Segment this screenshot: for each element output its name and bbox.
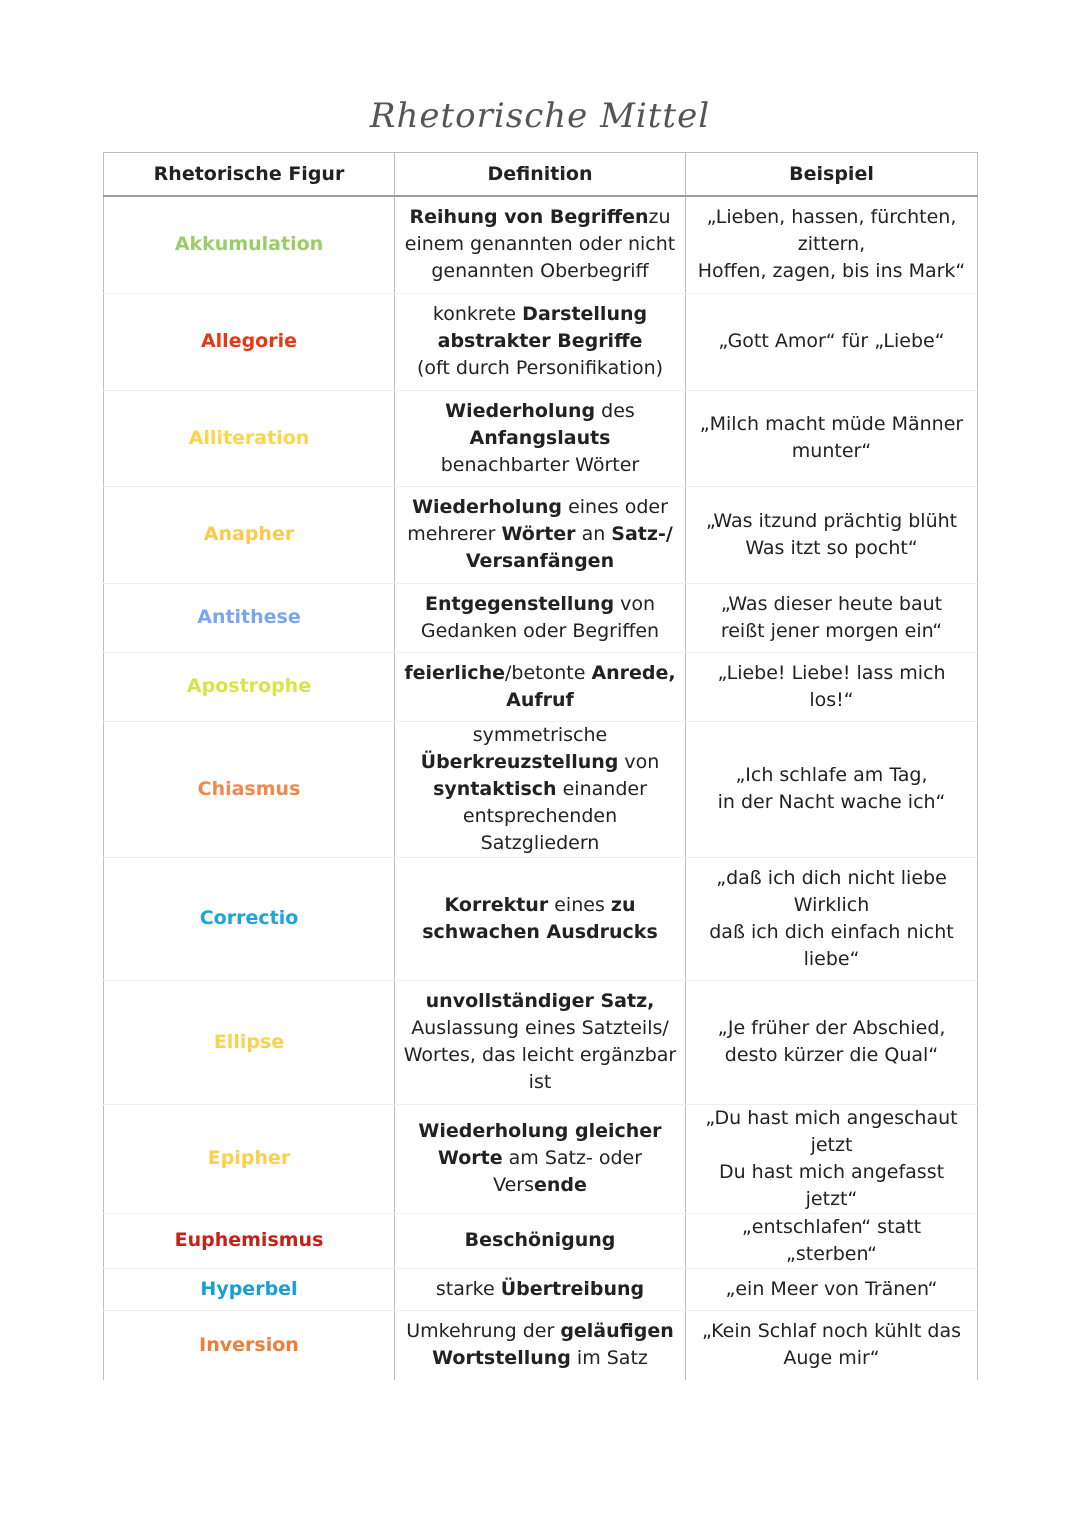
figure-definition <box>395 652 686 721</box>
table-row <box>104 583 978 652</box>
definition-keyword: Korrektur <box>444 893 549 916</box>
definition-keyword: Satz-/ Versanfängen <box>465 523 673 572</box>
definition-keyword: ende <box>534 1174 587 1196</box>
table-row <box>104 293 978 390</box>
figure-definition <box>395 980 686 1104</box>
figure-example: „entschlafen“ statt „sterben“ <box>686 1213 978 1268</box>
figure-example: „daß ich dich nicht liebe Wirklich daß ich dich einfach nicht liebe“ <box>686 857 978 980</box>
definition-text: Auslassung eines Satzteils/ Wortes, das leicht ergänzbar ist <box>403 1017 677 1093</box>
figure-name: Ellipse <box>104 980 395 1104</box>
figure-name: Allegorie <box>104 293 395 390</box>
table-row <box>104 1104 978 1213</box>
rhetoric-table <box>103 152 978 1380</box>
table-row <box>104 1213 978 1268</box>
table-body <box>104 196 978 1380</box>
figure-definition <box>395 1268 686 1310</box>
figure-name: Chiasmus <box>104 721 395 857</box>
definition-text: von Gedanken oder Begriffen <box>420 592 660 642</box>
figure-definition <box>395 486 686 583</box>
figure-name: Alliteration <box>104 390 395 486</box>
header-figure: Rhetorische Figur <box>104 153 395 197</box>
table-row <box>104 857 978 980</box>
figure-definition <box>395 196 686 293</box>
definition-keyword: Reihung von Begriffen <box>409 206 649 229</box>
figure-name: Anapher <box>104 486 395 583</box>
table-row <box>104 1268 978 1310</box>
definition-keyword: Anrede, Aufruf <box>506 661 676 711</box>
figure-example: „Kein Schlaf noch kühlt das Auge mir“ <box>686 1310 978 1380</box>
definition-keyword: Wörter <box>501 523 576 545</box>
definition-text: Umkehrung der <box>406 1320 561 1343</box>
figure-name: Hyperbel <box>104 1268 395 1310</box>
definition-text: eines oder mehrerer <box>407 496 668 545</box>
table-row <box>104 390 978 486</box>
table-row <box>104 980 978 1104</box>
figure-name: Inversion <box>104 1310 395 1380</box>
figure-example: „Milch macht müde Männer munter“ <box>686 390 978 486</box>
figure-name: Euphemismus <box>104 1213 395 1268</box>
definition-keyword: unvollständiger Satz, <box>425 990 655 1012</box>
definition-text: einander entsprechenden Satzgliedern <box>462 777 647 854</box>
figure-example: „Gott Amor“ für „Liebe“ <box>686 293 978 390</box>
table-row <box>104 1310 978 1380</box>
definition-text: am Satz- oder Vers <box>493 1147 643 1196</box>
figure-name: Antithese <box>104 583 395 652</box>
figure-definition <box>395 390 686 486</box>
definition-keyword: Überkreuzstellung <box>420 750 619 773</box>
table-row <box>104 196 978 293</box>
table-row <box>104 721 978 857</box>
figure-example: „Ich schlafe am Tag, in der Nacht wache ich“ <box>686 721 978 857</box>
definition-keyword: Beschönigung <box>464 1229 616 1251</box>
figure-example: „Was itzund prächtig blüht Was itzt so pocht“ <box>686 486 978 583</box>
definition-keyword: Wiederholung gleicher Worte <box>418 1120 662 1169</box>
definition-keyword: Darstellung abstrakter Begriffe <box>437 303 648 352</box>
figure-definition <box>395 293 686 390</box>
figure-name: Correctio <box>104 857 395 980</box>
figure-name: Epipher <box>104 1104 395 1213</box>
definition-keyword: syntaktisch <box>433 777 557 800</box>
definition-text: /betonte <box>504 661 592 684</box>
definition-keyword: zu schwachen Ausdrucks <box>422 893 658 943</box>
definition-text: des <box>595 399 635 422</box>
table-row <box>104 486 978 583</box>
definition-text: eines <box>548 893 611 916</box>
page-title: Rhetorische Mittel <box>369 96 711 136</box>
definition-keyword: feierliche <box>404 661 505 684</box>
definition-text: starke <box>435 1277 501 1300</box>
definition-keyword: Wiederholung <box>445 399 596 422</box>
table-header-row <box>104 153 978 197</box>
definition-keyword: Wiederholung <box>412 496 563 518</box>
definition-text: konkrete <box>432 303 523 325</box>
definition-keyword: Übertreibung <box>500 1277 645 1300</box>
figure-example: „Liebe! Liebe! lass mich los!“ <box>686 652 978 721</box>
definition-text: im Satz <box>570 1347 648 1370</box>
header-example: Beispiel <box>686 153 978 197</box>
figure-example: „ein Meer von Tränen“ <box>686 1268 978 1310</box>
figure-name: Akkumulation <box>104 196 395 293</box>
table-row <box>104 652 978 721</box>
figure-definition <box>395 1310 686 1380</box>
figure-example: „Lieben, hassen, fürchten, zittern, Hoffen, zagen, bis ins Mark“ <box>686 196 978 293</box>
header-definition: Definition <box>395 153 686 197</box>
figure-example: „Du hast mich angeschaut jetzt Du hast mich angefasst jetzt“ <box>686 1104 978 1213</box>
definition-keyword: Entgegenstellung <box>425 592 615 615</box>
definition-keyword: geläufigen Wortstellung <box>432 1320 674 1370</box>
figure-definition <box>395 721 686 857</box>
figure-example: „Je früher der Abschied, desto kürzer die Qual“ <box>686 980 978 1104</box>
figure-definition <box>395 857 686 980</box>
figure-example: „Was dieser heute baut reißt jener morgen ein“ <box>686 583 978 652</box>
definition-text: von <box>618 750 660 773</box>
definition-text: zu einem genannten oder nicht genannten Oberbegriff <box>404 206 676 283</box>
definition-text: an <box>575 523 612 545</box>
definition-text: benachbarter Wörter <box>440 453 640 476</box>
figure-definition <box>395 1213 686 1268</box>
figure-definition <box>395 1104 686 1213</box>
figure-name: Apostrophe <box>104 652 395 721</box>
figure-definition <box>395 583 686 652</box>
definition-text: symmetrische <box>472 723 608 746</box>
definition-text: (oft durch Personifikation) <box>416 357 664 379</box>
definition-keyword: Anfangslauts <box>469 426 611 449</box>
